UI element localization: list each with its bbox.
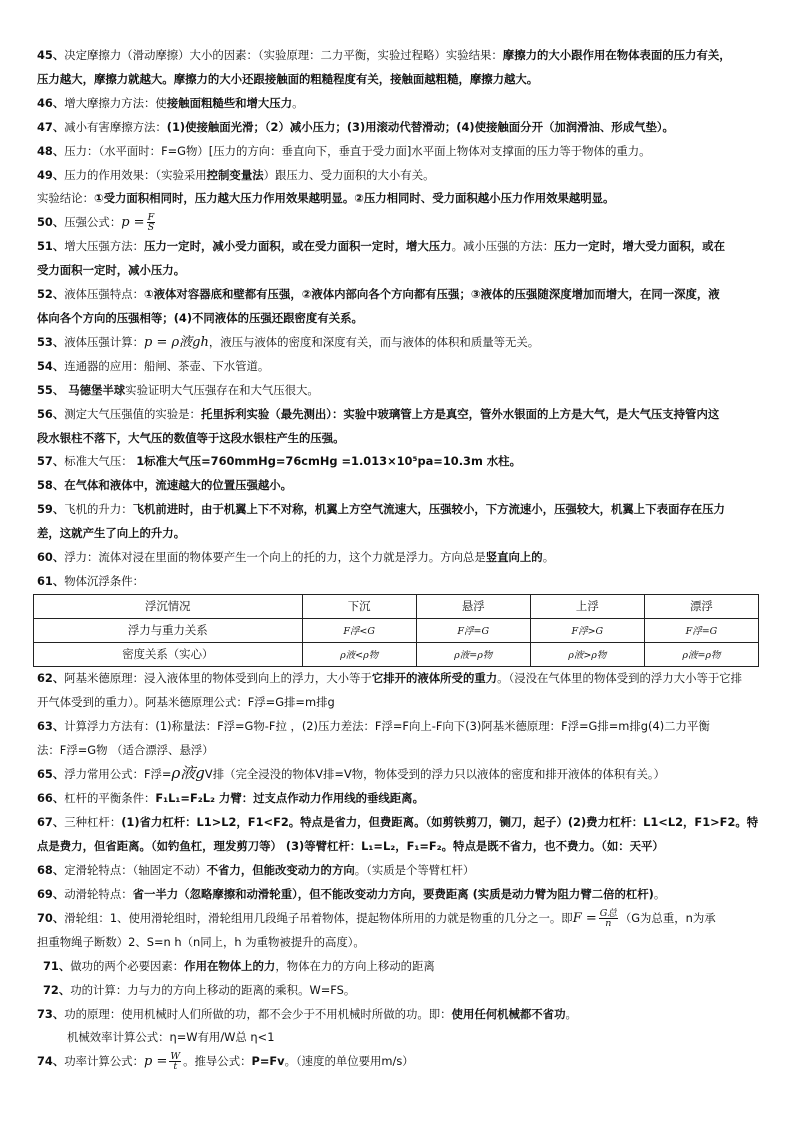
table-cell: 密度关系（实心） [34,642,303,666]
document-body [37,44,761,1074]
item-47: 47、减小有害摩擦方法：(1)使接触面光滑；（2）减小压力；(3)用滚动代替滑动；(4)使接触面分开（加润滑油、形成气垫）。 [37,119,674,134]
item-45: 45、决定摩擦力（滑动摩擦）大小的因素：（实验原理：二力平衡，实验过程略）实验结果：摩擦力的大小跟作用在物体表面的压力有关， [37,48,731,62]
item-56-cont: 段水银柱不落下，大气压的数值等于这段水银柱产生的压强。 [37,430,345,445]
buoyancy-conditions-table [33,594,759,667]
table-cell: ρ液=ρ物 [416,642,530,666]
item-55: 55、 马德堡半球实验证明大气压强存在和大气压很大。 [37,382,319,397]
item-58: 58、在气体和液体中，流速越大的位置压强越小。 [37,478,293,493]
table-cell: F浮=G [644,618,758,642]
item-73-efficiency: 机械效率计算公式：η=W有用/W总 η<1 [67,1030,275,1045]
buoyancy-formula: ρ液g [171,764,205,783]
item-73: 73、功的原理：使用机械时人们所做的功，都不会少于不用机械时所做的功。即：使用任何机械都不省功。 [37,1006,577,1021]
item-72: 72、功的计算：力与力的方向上移动的距离的乘积。W=FS。 [43,982,356,997]
table-header-cell: 悬浮 [416,594,530,618]
liquid-pressure-formula: p = ρ液gh [144,334,209,350]
item-48: 48、压力：（水平面时：F=G物）[压力的方向：垂直向下，垂直于受力面]水平面上物体对支撑面的压力等于物体的重力。 [37,143,651,158]
table-cell: ρ液=ρ物 [644,642,758,666]
item-68: 68、定滑轮特点：（轴固定不动）不省力，但能改变动力的方向。（实质是个等臂杠杆） [37,863,475,878]
table-cell: F浮<G [302,618,416,642]
item-60: 60、浮力：流体对浸在里面的物体要产生一个向上的托的力，这个力就是浮力。方向总是竖直向上的。 [37,550,555,565]
table-header-cell: 浮沉情况 [34,594,303,618]
item-52-cont: 体向各个方向的压强相等；(4)不同液体的压强还跟密度有关系。 [37,310,363,325]
power-formula-lhs: p = [144,1054,168,1070]
item-71: 71、做功的两个必要因素：作用在物体上的力，物体在力的方向上移动的距离 [43,958,435,973]
item-59: 59、飞机的升力：飞机前进时，由于机翼上下不对称，机翼上方空气流速大，压强较小，下方流速小，压强较大，机翼上下表面存在压力 [37,502,725,517]
table-header-row [34,594,759,618]
table-header-cell: 上浮 [530,594,644,618]
item-63: 63、计算浮力方法有：(1)称量法：F浮=G物-F拉 ，(2)压力差法：F浮=F向上-F向下(3)阿基米德原理：F浮=G排=m排g(4)二力平衡 [37,718,710,733]
pulley-formula-lhs: F = [572,910,597,926]
power-formula-fraction: $\frac{W}{t}$ [170,1051,181,1073]
item-56: 56、测定大气压强值的实验是：托里拆利实验（最先测出）：实验中玻璃管上方是真空，管外水银面的上方是大气，是大气压支持管内这 [37,406,720,421]
item-62-cont: 开气体受到的重力）。阿基米德原理公式：F浮=G排=m排g [37,694,335,709]
item-63-cont: 法：F浮=G物 （适合漂浮、悬浮） [37,742,214,757]
pressure-formula-lhs: p = [121,215,145,231]
item-70: 70、滑轮组：1、使用滑轮组时，滑轮组用几段绳子吊着物体，提起物体所用的力就是物重的几分之一。即F = $\frac{\text{G总}}{n}$ （G为总重，n为承 [37,907,716,929]
table-header-cell: 漂浮 [644,594,758,618]
pulley-formula-fraction: $\frac{\text{G总}}{n}$ [599,907,617,929]
item-62: 62、阿基米德原理：浸入液体里的物体受到向上的浮力，大小等于它排开的液体所受的重力。（浸没在气体里的物体受到的浮力大小等于它排 [37,670,743,685]
item-57: 57、标准大气压： 1标准大气压=760mmHg=76cmHg =1.013×10⁵pa=10.3m 水柱。 [37,454,521,469]
item-61: 61、物体沉浮条件： [37,573,144,588]
item-67-cont: 点是费力，但省距离。（如钓鱼杠，理发剪刀等） (3)等臂杠杆：L₁=L₂，F₁=F₂。特点是既不省力，也不费力。（如：天平） [37,839,664,854]
item-45-cont: 压力越大，摩擦力就越大。摩擦力的大小还跟接触面的粗糙程度有关，接触面越粗糙，摩擦力越大。 [37,71,539,86]
item-54: 54、连通器的应用：船闸、茶壶、下水管道。 [37,358,270,373]
item-70-cont: 担重物绳子断数）2、S=n h（n同上，h 为重物被提升的高度）。 [37,934,365,949]
pressure-formula-fraction: $\frac{F}{S}$ [147,212,155,234]
item-50: 50、压强公式：p = $\frac{F}{S}$ [37,212,155,234]
item-66: 66、杠杆的平衡条件：F₁L₁=F₂L₂ 力臂：过支点作动力作用线的垂线距离。 [37,791,424,806]
item-46: 46、增大摩擦力方法：使接触面粗糙些和增大压力。 [37,95,304,110]
item-74: 74、功率计算公式：p = $\frac{W}{t}$ 。推导公式：P=Fv。（速度的单位要用m/s） [37,1051,414,1073]
item-51: 51、增大压强方法：压力一定时，减小受力面积，或在受力面积一定时，增大压力。减小压强的方法：压力一定时，增大受力面积，或在 [37,239,725,254]
table-row [34,618,759,642]
item-67: 67、三种杠杆：(1)省力杠杆：L1>L2，F1<F2。特点是省力，但费距离。（如剪铁剪刀，铡刀，起子）(2)费力杠杆：L1<L2，F1>F2。特 [37,815,759,830]
table-header-cell: 下沉 [302,594,416,618]
item-59-cont: 差，这就产生了向上的升力。 [37,526,186,541]
item-49-conclusion: 实验结论：①受力面积相同时，压力越大压力作用效果越明显。②压力相同时、受力面积越小压力作用效果越明显。 [37,191,615,206]
item-69: 69、动滑轮特点：省一半力（忽略摩擦和动滑轮重），但不能改变动力方向，要费距离 (实质是动力臂为阻力臂二倍的杠杆)。 [37,887,666,901]
table-cell: F浮=G [416,618,530,642]
table-cell: ρ液>ρ物 [530,642,644,666]
item-53: 53、液体压强计算：p = ρ液gh，液压与液体的密度和深度有关，而与液体的体积和质量等无关。 [37,334,540,350]
table-row [34,642,759,666]
table-cell: ρ液<ρ物 [302,642,416,666]
item-51-cont: 受力面积一定时，减小压力。 [37,263,186,278]
table-cell: 浮力与重力关系 [34,618,303,642]
item-49: 49、压力的作用效果：（实验采用控制变量法）跟压力、受力面积的大小有关。 [37,167,435,182]
table-cell: F浮>G [530,618,644,642]
item-52: 52、液体压强特点：①液体对容器底和壁都有压强，②液体内部向各个方向都有压强；③液体的压强随深度增加而增大，在同一深度，液 [37,287,720,302]
item-65: 65、浮力常用公式：F浮=ρ液gV排（完全浸没的物体V排=V物，物体受到的浮力只以液体的密度和排开液体的体积有关。） [37,764,665,783]
